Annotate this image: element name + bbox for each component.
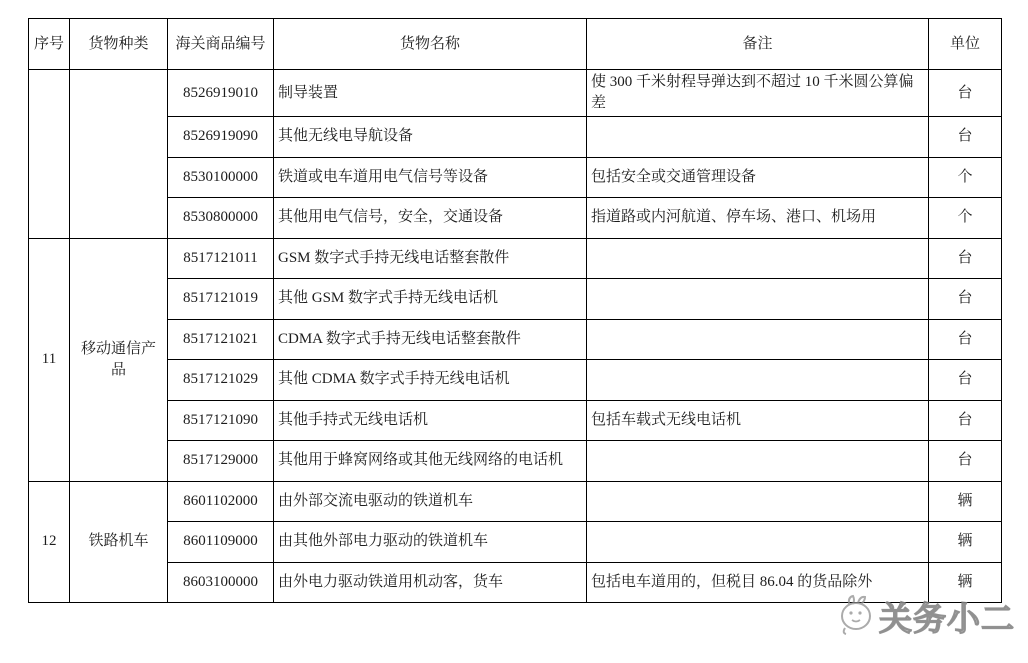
- commodity-code-cell: 8601102000: [168, 481, 274, 522]
- unit-cell: 辆: [929, 522, 1002, 563]
- table-row: [29, 400, 1002, 441]
- commodity-code-cell: 8530100000: [168, 157, 274, 198]
- goods-name-cell: 其他用电气信号，安全，交通设备: [274, 198, 587, 239]
- serial-cell: [29, 70, 70, 239]
- table-row: [29, 562, 1002, 603]
- commodity-code-cell: 8603100000: [168, 562, 274, 603]
- remark-cell: 指道路或内河航道、停车场、港口、机场用: [587, 198, 929, 239]
- goods-name-cell: 制导装置: [274, 70, 587, 117]
- header-commodity-code: 海关商品编号: [168, 19, 274, 70]
- table-row: [29, 117, 1002, 158]
- remark-cell: [587, 279, 929, 320]
- customs-goods-table: [28, 18, 1002, 603]
- header-serial: 序号: [29, 19, 70, 70]
- header-remark: 备注: [587, 19, 929, 70]
- category-cell: 移动通信产品: [70, 238, 168, 481]
- category-cell: [70, 70, 168, 239]
- commodity-code-cell: 8517121019: [168, 279, 274, 320]
- goods-name-cell: CDMA 数字式手持无线电话整套散件: [274, 319, 587, 360]
- remark-cell: [587, 522, 929, 563]
- unit-cell: 台: [929, 279, 1002, 320]
- table-row: [29, 319, 1002, 360]
- goods-name-cell: 铁道或电车道用电气信号等设备: [274, 157, 587, 198]
- table-row: [29, 238, 1002, 279]
- goods-name-cell: GSM 数字式手持无线电话整套散件: [274, 238, 587, 279]
- commodity-code-cell: 8517121021: [168, 319, 274, 360]
- commodity-code-cell: 8526919010: [168, 70, 274, 117]
- remark-cell: [587, 360, 929, 401]
- header-goods-name: 货物名称: [274, 19, 587, 70]
- commodity-code-cell: 8517121090: [168, 400, 274, 441]
- unit-cell: 台: [929, 441, 1002, 482]
- unit-cell: 台: [929, 400, 1002, 441]
- remark-cell: 包括电车道用的，但税目 86.04 的货品除外: [587, 562, 929, 603]
- remark-cell: [587, 441, 929, 482]
- remark-cell: [587, 117, 929, 158]
- commodity-code-cell: 8530800000: [168, 198, 274, 239]
- table-row: [29, 157, 1002, 198]
- unit-cell: 个: [929, 157, 1002, 198]
- commodity-code-cell: 8517129000: [168, 441, 274, 482]
- remark-cell: [587, 238, 929, 279]
- unit-cell: 个: [929, 198, 1002, 239]
- table-row: [29, 522, 1002, 563]
- goods-name-cell: 由其他外部电力驱动的铁道机车: [274, 522, 587, 563]
- unit-cell: 台: [929, 360, 1002, 401]
- unit-cell: 辆: [929, 481, 1002, 522]
- goods-name-cell: 其他手持式无线电话机: [274, 400, 587, 441]
- goods-name-cell: 其他 CDMA 数字式手持无线电话机: [274, 360, 587, 401]
- commodity-code-cell: 8526919090: [168, 117, 274, 158]
- unit-cell: 台: [929, 238, 1002, 279]
- unit-cell: 辆: [929, 562, 1002, 603]
- table-row: [29, 198, 1002, 239]
- serial-cell: 12: [29, 481, 70, 603]
- header-unit: 单位: [929, 19, 1002, 70]
- remark-cell: 使 300 千米射程导弹达到不超过 10 千米圆公算偏差: [587, 70, 929, 117]
- remark-cell: 包括车载式无线电话机: [587, 400, 929, 441]
- commodity-code-cell: 8517121029: [168, 360, 274, 401]
- table-row: [29, 70, 1002, 117]
- goods-name-cell: 其他用于蜂窝网络或其他无线网络的电话机: [274, 441, 587, 482]
- table-row: [29, 481, 1002, 522]
- remark-cell: [587, 481, 929, 522]
- commodity-code-cell: 8517121011: [168, 238, 274, 279]
- goods-name-cell: 其他无线电导航设备: [274, 117, 587, 158]
- header-category: 货物种类: [70, 19, 168, 70]
- table-row: [29, 360, 1002, 401]
- goods-name-cell: 由外电力驱动铁道用机动客，货车: [274, 562, 587, 603]
- unit-cell: 台: [929, 70, 1002, 117]
- serial-cell: 11: [29, 238, 70, 481]
- goods-name-cell: 由外部交流电驱动的铁道机车: [274, 481, 587, 522]
- table-row: [29, 279, 1002, 320]
- remark-cell: [587, 319, 929, 360]
- goods-name-cell: 其他 GSM 数字式手持无线电话机: [274, 279, 587, 320]
- table-header-row: [29, 19, 1002, 70]
- category-cell: 铁路机车: [70, 481, 168, 603]
- remark-cell: 包括安全或交通管理设备: [587, 157, 929, 198]
- unit-cell: 台: [929, 319, 1002, 360]
- commodity-code-cell: 8601109000: [168, 522, 274, 563]
- unit-cell: 台: [929, 117, 1002, 158]
- table-row: [29, 441, 1002, 482]
- watermark-label: 关务小二: [879, 600, 1015, 637]
